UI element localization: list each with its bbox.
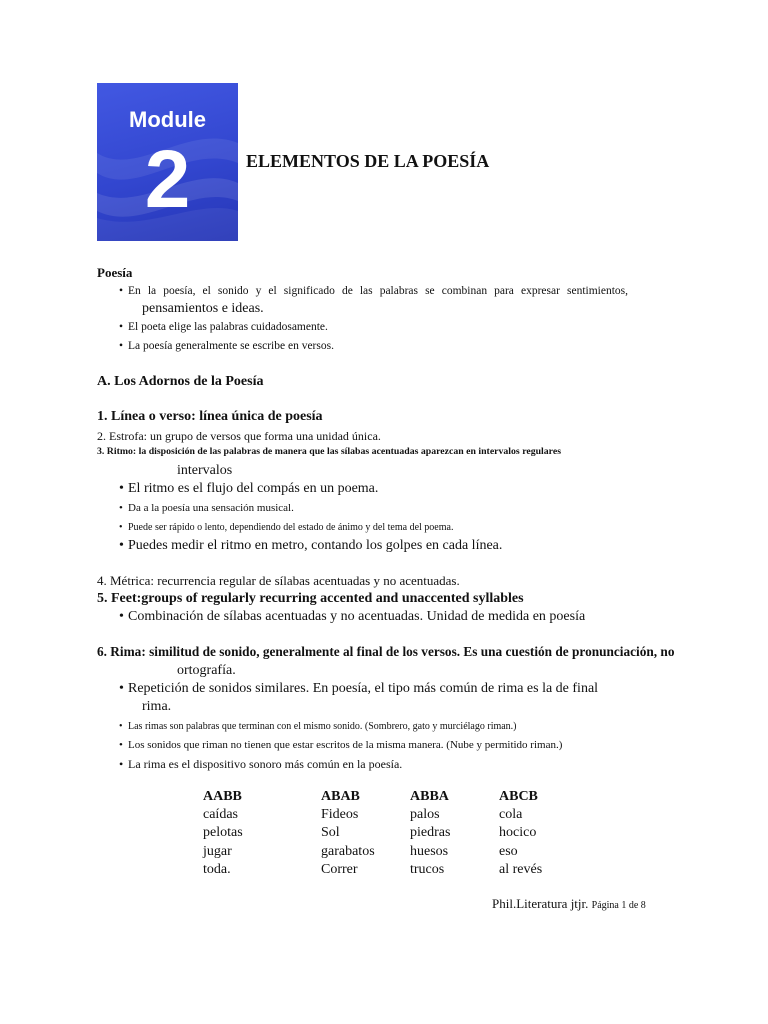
ritmo-bullet-3 <box>128 523 453 533</box>
item-2-estrofa: 2. Estrofa: un grupo de versos que forma una unidad única. <box>97 429 381 443</box>
rima-bullet-3 <box>128 740 562 751</box>
item-6-cont: ortografía. <box>177 663 236 678</box>
column-header: ABAB <box>321 789 360 804</box>
item-5-feet: 5. Feet:groups of regularly recurring accented and unaccented syllables <box>97 591 524 606</box>
item-3-cont: intervalos <box>177 463 233 478</box>
column-word: al revés <box>499 862 543 877</box>
poesia-bullet-1-cont: pensamientos e ideas. <box>142 301 264 316</box>
module-badge <box>97 83 238 241</box>
column-word: Sol <box>321 825 340 840</box>
poesia-heading: Poesía <box>97 265 133 280</box>
ritmo-bullet-1 <box>128 482 378 496</box>
poesia-bullet-2-text: El poeta elige las palabras cuidadosamente. <box>128 321 328 333</box>
item-3-ritmo: 3. Ritmo: la disposición de las palabras de manera que las sílabas acentuadas aparezcan en intervalos regulares <box>97 446 562 457</box>
item-6-rima: 6. Rima: similitud de sonido, generalmente al final de los versos. Es una cuestión de pronunciación, no <box>97 644 675 659</box>
item-4-metrica: 4. Métrica: recurrencia regular de sílabas acentuadas y no acentuadas. <box>97 573 460 588</box>
rima-bullet-1 <box>128 682 598 696</box>
rima-bullet-2-text: Las rimas son palabras que terminan con el mismo sonido. (Sombrero, gato y murciélago riman.) <box>128 721 517 732</box>
ritmo-bullet-2 <box>128 503 294 514</box>
footer-author: Phil.Literatura jtjr. <box>492 896 589 911</box>
column-word: huesos <box>410 844 449 859</box>
ritmo-bullet-4-text: Puedes medir el ritmo en metro, contando los golpes en cada línea. <box>128 538 503 553</box>
ritmo-bullet-4 <box>128 539 502 553</box>
column-word: jugar <box>203 844 232 859</box>
rima-bullet-1-cont: rima. <box>142 699 172 714</box>
poesia-bullet-3 <box>128 341 334 353</box>
item-1-linea: 1. Línea o verso: línea única de poesía <box>97 409 323 424</box>
badge-number: 2 <box>144 134 191 225</box>
feet-bullet <box>128 610 585 624</box>
column-header: ABCB <box>499 789 538 804</box>
poesia-bullet-1-text: En la poesía, el sonido y el significado de las palabras se combinan para expresar sentimientos, <box>128 285 628 297</box>
column-word: trucos <box>410 862 445 877</box>
column-word: palos <box>410 807 440 822</box>
ritmo-bullet-3-text: Puede ser rápido o lento, dependiendo del estado de ánimo y del tema del poema. <box>128 522 454 533</box>
poesia-bullet-3-text: La poesía generalmente se escribe en versos. <box>128 340 334 352</box>
column-word: eso <box>499 844 518 859</box>
column-word: Fideos <box>321 807 359 822</box>
rima-bullet-3-text: Los sonidos que riman no tienen que estar escritos de la misma manera. (Nube y permitido riman.) <box>128 739 563 751</box>
column-header: ABBA <box>410 789 449 804</box>
column-word: piedras <box>410 825 451 840</box>
poesia-bullet-2 <box>128 322 328 334</box>
feet-bullet-text: Combinación de sílabas acentuadas y no acentuadas. Unidad de medida en poesía <box>128 609 586 624</box>
column-word: cola <box>499 807 523 822</box>
ritmo-bullet-1-text: El ritmo es el flujo del compás en un poema. <box>128 481 379 496</box>
ritmo-bullet-2-text: Da a la poesía una sensación musical. <box>128 502 294 514</box>
column-word: pelotas <box>203 825 243 840</box>
page-footer <box>492 897 646 911</box>
column-word: caídas <box>203 807 238 822</box>
column-word: Correr <box>321 862 358 877</box>
column-word: hocico <box>499 825 537 840</box>
footer-page-number: Página 1 de 8 <box>591 900 646 911</box>
column-word: garabatos <box>321 844 375 859</box>
poesia-bullet-1 <box>128 286 628 298</box>
badge-word: Module <box>129 107 206 132</box>
section-a-heading: A. Los Adornos de la Poesía <box>97 374 264 389</box>
rima-bullet-1-text: Repetición de sonidos similares. En poesía, el tipo más común de rima es la de final <box>128 681 599 696</box>
page-title: ELEMENTOS DE LA POESÍA <box>246 151 490 171</box>
rima-bullet-4 <box>128 758 402 770</box>
column-word: toda. <box>203 862 231 877</box>
column-header: AABB <box>203 789 242 804</box>
rima-bullet-2 <box>128 722 517 732</box>
rima-bullet-4-text: La rima es el dispositivo sonoro más común en la poesía. <box>128 757 403 771</box>
